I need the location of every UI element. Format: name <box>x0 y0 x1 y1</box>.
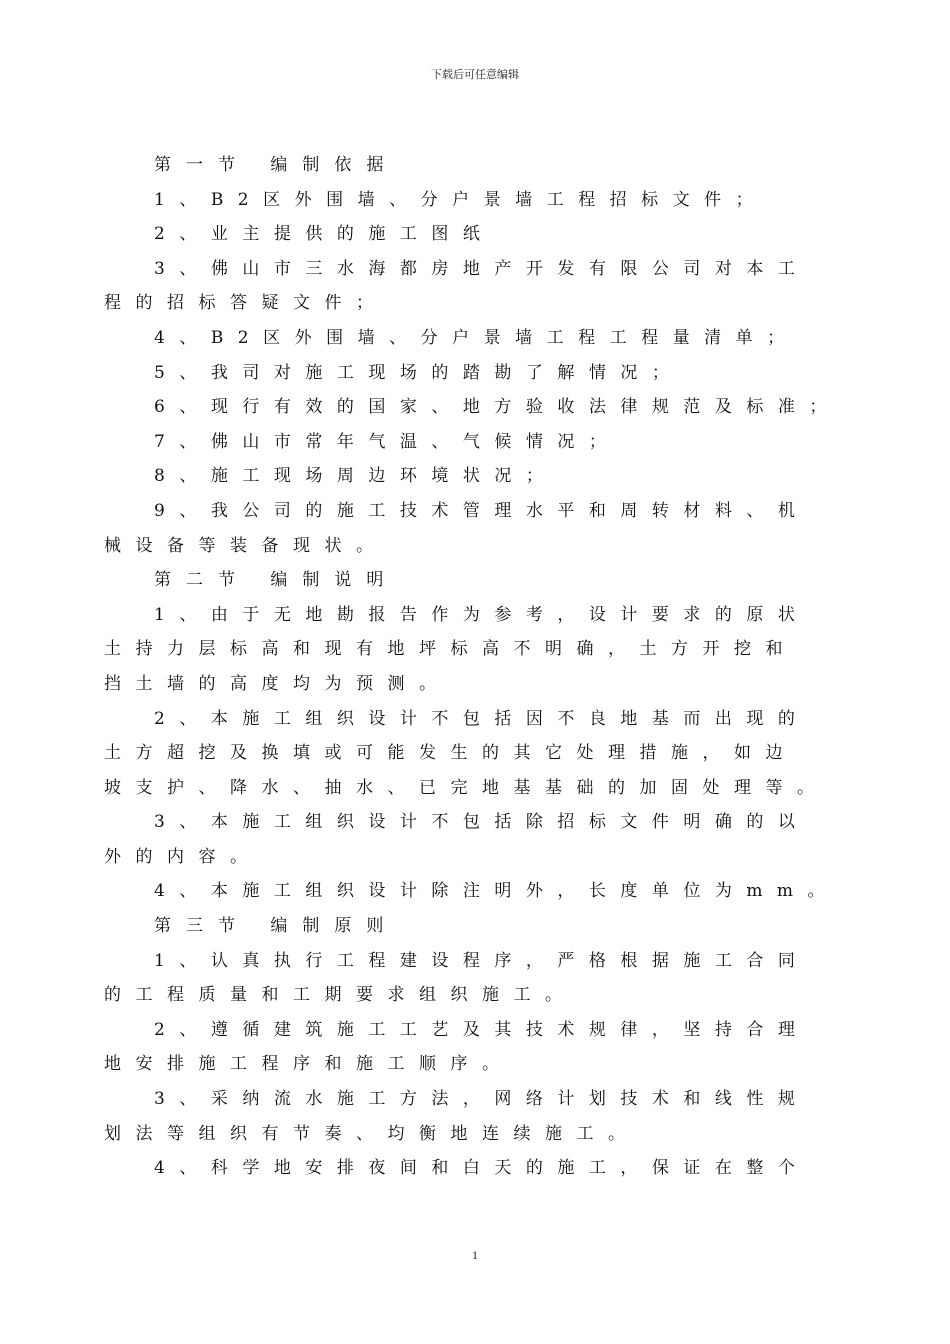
paragraph-line: 3、采纳流水施工方法，网络计划技术和线性规 <box>154 1089 810 1110</box>
page-header: 下载后可任意编辑 <box>431 68 519 81</box>
paragraph-line: 坡支护、降水、抽水、已完地基基础的加固处理等。 <box>104 777 829 798</box>
paragraph-line: 3、本施工组织设计不包括除招标文件明确的以 <box>154 812 810 833</box>
paragraph-line: 2、遵循建筑施工工艺及其技术规律，坚持合理 <box>154 1019 810 1040</box>
paragraph-line: 2、本施工组织设计不包括因不良地基而出现的 <box>154 708 810 729</box>
paragraph-line: 2、业主提供的施工图纸 <box>154 224 495 245</box>
paragraph-line: 1、认真执行工程建设程序，严格根据施工合同 <box>154 950 810 971</box>
paragraph-line: 3、佛山市三水海都房地产开发有限公司对本工 <box>154 258 810 279</box>
paragraph-line: 土方超挖及换填或可能发生的其它处理措施，如边 <box>104 743 797 764</box>
section-heading-3: 第三节 编制原则 <box>154 916 399 937</box>
paragraph-line: 1、由于无地勘报告作为参考，设计要求的原状 <box>154 604 810 625</box>
paragraph-line: 9、我公司的施工技术管理水平和周转材料、机 <box>154 500 810 521</box>
page-number: 1 <box>472 1248 478 1262</box>
paragraph-line: 外的内容。 <box>104 846 262 867</box>
paragraph-line: 5、我司对施工现场的踏勘了解情况； <box>154 362 684 383</box>
paragraph-line: 1、B2区外围墙、分户景墙工程招标文件； <box>154 189 768 210</box>
paragraph-line: 划法等组织有节奏、均衡地连续施工。 <box>104 1123 640 1144</box>
paragraph-line: 8、施工现场周边环境状况； <box>154 466 558 487</box>
paragraph-line: 4、科学地安排夜间和白天的施工，保证在整个 <box>154 1158 810 1179</box>
paragraph-line: 4、本施工组织设计除注明外，长度单位为mm。 <box>154 881 840 902</box>
paragraph-line: 6、现行有效的国家、地方验收法律规范及标准； <box>154 397 841 418</box>
paragraph-line: 的工程质量和工期要求组织施工。 <box>104 985 577 1006</box>
paragraph-line: 挡土墙的高度均为预测。 <box>104 673 451 694</box>
section-heading-2: 第二节 编制说明 <box>154 570 399 591</box>
document-body <box>104 148 844 1186</box>
paragraph-line: 械设备等装备现状。 <box>104 535 388 556</box>
section-heading-1: 第一节 编制依据 <box>154 155 399 175</box>
paragraph-line: 土持力层标高和现有地坪标高不明确，土方开挖和 <box>104 639 797 660</box>
paragraph-line: 7、佛山市常年气温、气候情况； <box>154 431 621 452</box>
paragraph-line: 4、B2区外围墙、分户景墙工程工程量清单； <box>154 327 799 348</box>
paragraph-line: 程的招标答疑文件； <box>104 293 388 314</box>
paragraph-line: 地安排施工程序和施工顺序。 <box>104 1054 514 1075</box>
